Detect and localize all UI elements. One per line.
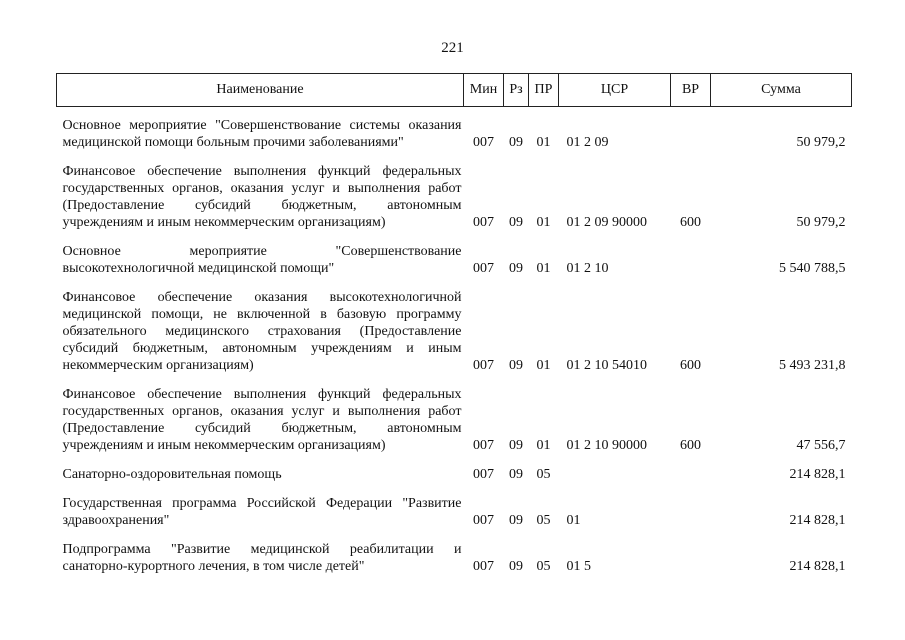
row-vr <box>671 483 711 529</box>
row-rz: 09 <box>509 261 523 276</box>
row-min: 007 <box>473 467 494 482</box>
row-name: Финансовое обеспечение оказания высокотехнологичной медицинской помощи, не включенной в базовую программу обязательного медицинского страхования (Предоставление субсидий бюджетным, автономным учреждениям и иным некоммерческим организациям) <box>62 290 462 373</box>
row-csr: 01 2 09 <box>566 135 609 150</box>
row-vr: 600 <box>680 215 701 230</box>
row-name: Основное мероприятие "Совершенствование высокотехнологичной медицинской помощи" <box>62 244 462 276</box>
row-csr <box>559 454 671 483</box>
row-min: 007 <box>473 358 494 373</box>
table-row <box>57 107 852 152</box>
row-pr: 05 <box>536 467 551 482</box>
row-min: 007 <box>473 513 494 528</box>
row-csr: 01 2 10 90000 <box>566 438 647 453</box>
row-rz: 09 <box>509 135 523 150</box>
header-rz: Рз <box>504 74 529 107</box>
row-rz: 09 <box>509 438 523 453</box>
row-csr: 01 5 <box>566 559 591 574</box>
row-rz: 09 <box>509 467 523 482</box>
row-pr: 01 <box>536 261 551 276</box>
header-name: Наименование <box>57 74 464 107</box>
table-row <box>57 483 852 529</box>
row-sum: 5 540 788,5 <box>779 261 846 276</box>
row-name: Государственная программа Российской Федерации "Развитие здравоохранения" <box>62 496 462 528</box>
row-rz: 09 <box>509 358 523 373</box>
row-vr <box>671 454 711 483</box>
header-min: Мин <box>464 74 504 107</box>
row-sum: 214 828,1 <box>789 559 846 574</box>
row-pr: 01 <box>536 135 551 150</box>
row-name: Санаторно-оздоровительная помощь <box>62 467 282 482</box>
row-sum: 214 828,1 <box>789 467 846 482</box>
row-rz: 09 <box>509 513 523 528</box>
row-sum: 47 556,7 <box>796 438 846 453</box>
row-name: Финансовое обеспечение выполнения функций федеральных государственных органов, оказания услуг и выполнения работ (Предоставление субсидий бюджетным, автономным учреждениям и иным некоммерческим организациям) <box>62 387 462 453</box>
page-number: 221 <box>441 40 464 56</box>
budget-table <box>56 73 852 575</box>
row-rz: 09 <box>509 559 523 574</box>
header-sum: Сумма <box>711 74 852 107</box>
row-csr: 01 <box>566 513 581 528</box>
row-name: Подпрограмма "Развитие медицинской реабилитации и санаторно-курортного лечения, в том числе детей" <box>62 542 462 574</box>
header-vr: ВР <box>671 74 711 107</box>
table-row <box>57 277 852 374</box>
row-csr: 01 2 10 <box>566 261 609 276</box>
row-min: 007 <box>473 438 494 453</box>
row-vr <box>671 231 711 277</box>
row-csr: 01 2 09 90000 <box>566 215 647 230</box>
row-pr: 01 <box>536 215 551 230</box>
row-sum: 50 979,2 <box>796 215 846 230</box>
row-vr <box>671 529 711 575</box>
row-pr: 05 <box>536 559 551 574</box>
row-min: 007 <box>473 215 494 230</box>
table-row <box>57 231 852 277</box>
table-row <box>57 454 852 483</box>
table-header-row <box>57 74 852 107</box>
table-row <box>57 374 852 454</box>
row-pr: 05 <box>536 513 551 528</box>
table-row <box>57 151 852 231</box>
row-sum: 5 493 231,8 <box>779 358 846 373</box>
row-name: Основное мероприятие "Совершенствование системы оказания медицинской помощи больным прочими заболеваниями" <box>62 118 462 150</box>
row-name: Финансовое обеспечение выполнения функций федеральных государственных органов, оказания услуг и выполнения работ (Предоставление субсидий бюджетным, автономным учреждениям и иным некоммерческим организациям) <box>62 164 462 230</box>
row-rz: 09 <box>509 215 523 230</box>
header-pr: ПР <box>529 74 559 107</box>
row-vr <box>671 107 711 152</box>
row-pr: 01 <box>536 358 551 373</box>
row-csr: 01 2 10 54010 <box>566 358 647 373</box>
table-row <box>57 529 852 575</box>
header-csr: ЦСР <box>559 74 671 107</box>
row-min: 007 <box>473 261 494 276</box>
row-min: 007 <box>473 559 494 574</box>
row-min: 007 <box>473 135 494 150</box>
row-sum: 214 828,1 <box>789 513 846 528</box>
row-vr: 600 <box>680 438 701 453</box>
row-pr: 01 <box>536 438 551 453</box>
row-vr: 600 <box>680 358 701 373</box>
row-sum: 50 979,2 <box>796 135 846 150</box>
